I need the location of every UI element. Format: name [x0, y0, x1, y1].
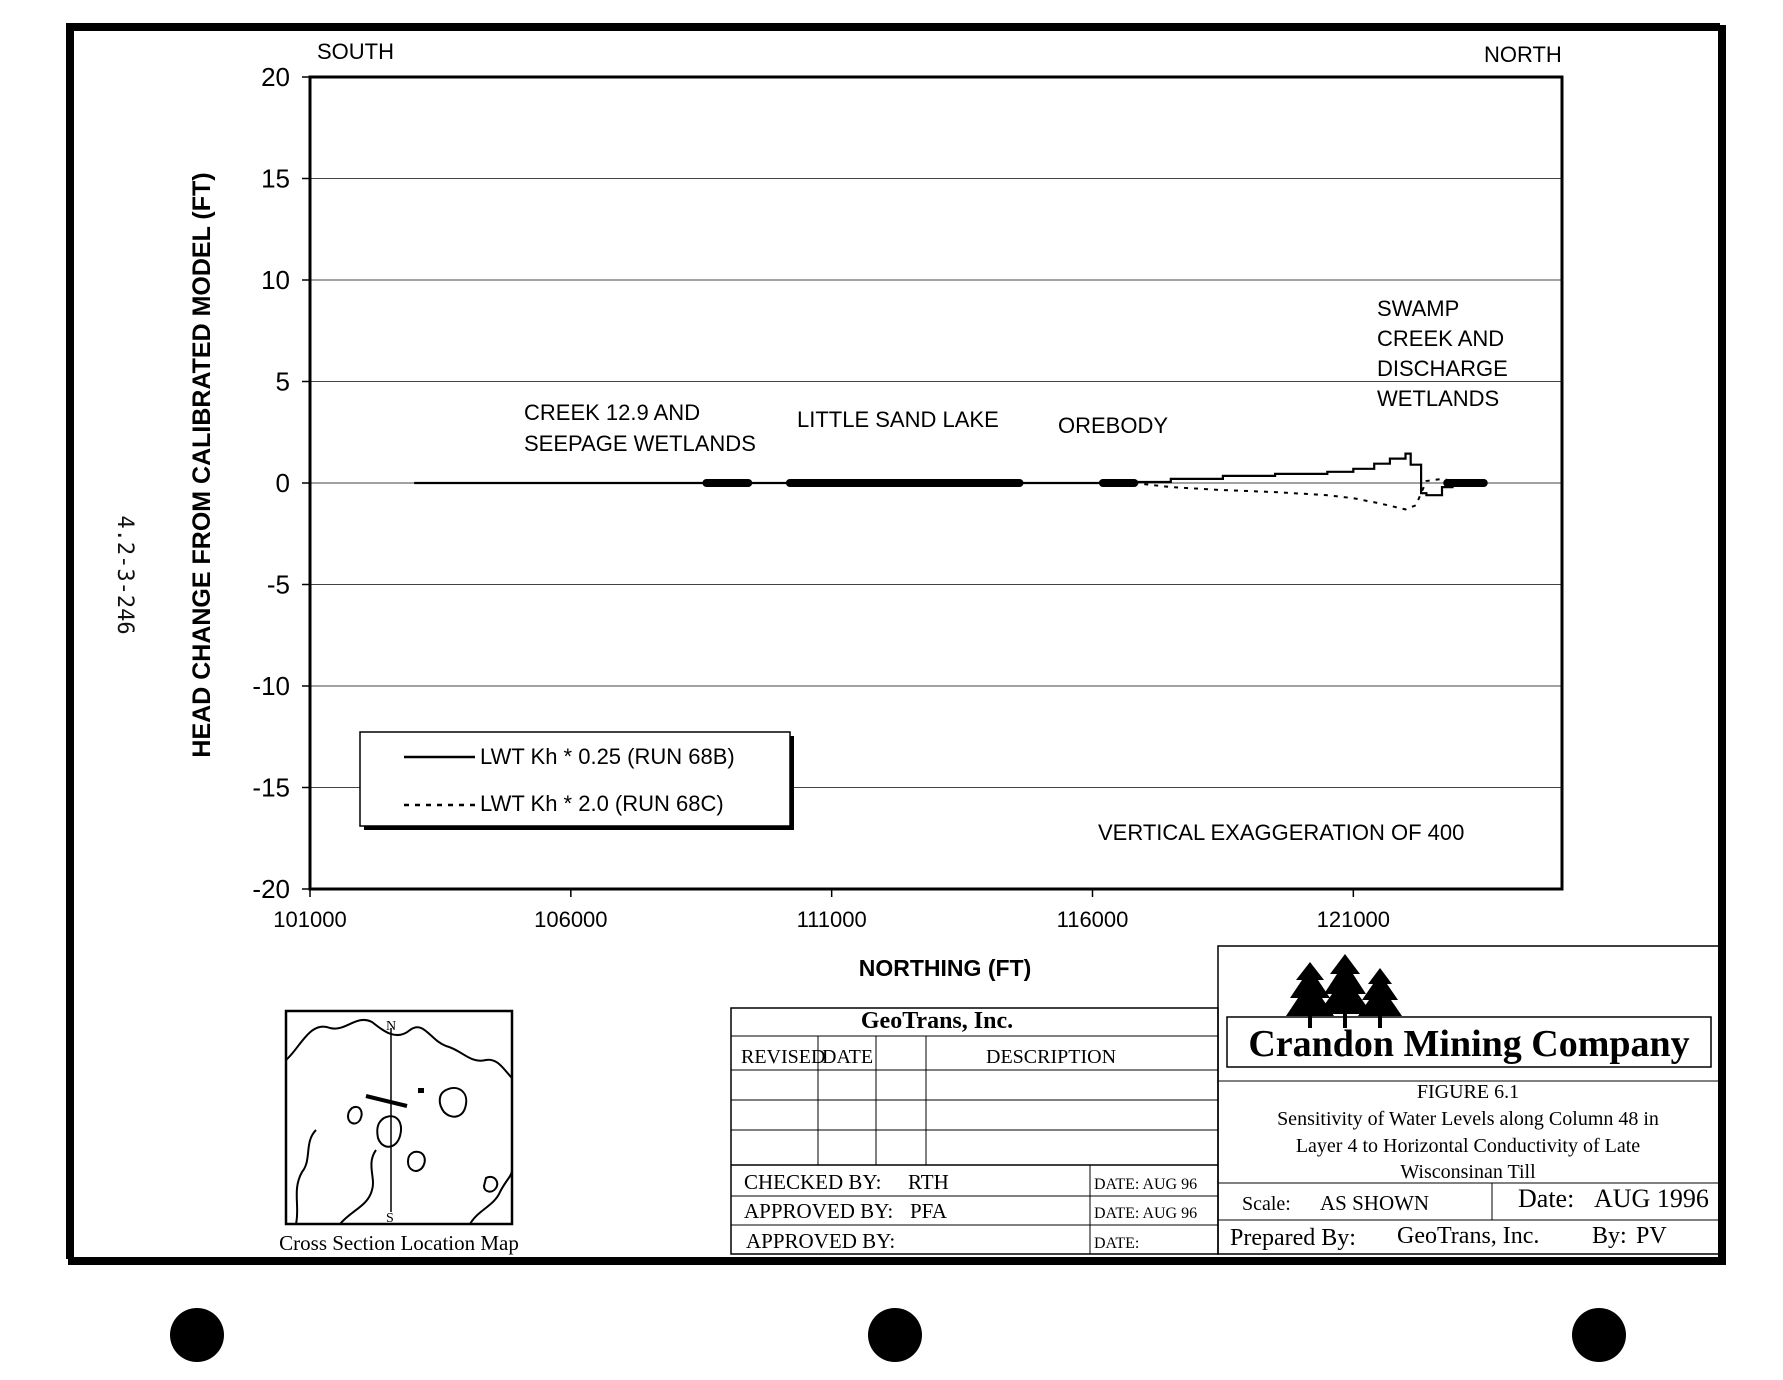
binder-hole-center — [868, 1308, 922, 1362]
approved-by-label-1: APPROVED BY: — [744, 1199, 894, 1223]
map-caption: Cross Section Location Map — [279, 1231, 519, 1255]
location-map — [279, 1011, 519, 1255]
x-tick-label: 116000 — [1056, 907, 1129, 932]
chart-legend — [360, 732, 794, 830]
map-north-label: N — [386, 1019, 397, 1034]
x-tick-label: 121000 — [1316, 907, 1391, 932]
y-tick-label: -5 — [266, 569, 290, 600]
legend-label-run-68b: LWT Kh * 0.25 (RUN 68B) — [480, 744, 735, 769]
prepared-by-value: GeoTrans, Inc. — [1397, 1223, 1540, 1249]
figure-number: FIGURE 6.1 — [1416, 1081, 1520, 1103]
annotation-orebody: OREBODY — [1058, 413, 1169, 438]
south-label: SOUTH — [317, 39, 394, 64]
y-tick-label: 20 — [261, 62, 290, 92]
y-tick-label: -20 — [252, 874, 290, 904]
date-label: Date: — [1518, 1184, 1575, 1213]
approved-date-1: DATE: AUG 96 — [1094, 1205, 1198, 1222]
binder-hole-right — [1572, 1308, 1626, 1362]
header-revised: REVISED — [741, 1046, 826, 1068]
checked-by-value: RTH — [908, 1170, 949, 1194]
annotation-swamp-creek: SWAMP CREEK AND DISCHARGE WETLANDS — [1377, 296, 1508, 411]
y-tick-label: 5 — [275, 366, 290, 397]
y-axis-title: HEAD CHANGE FROM CALIBRATED MODEL (FT) — [188, 172, 216, 758]
approved-date-2: DATE: — [1094, 1235, 1140, 1252]
checked-by-label: CHECKED BY: — [744, 1170, 882, 1194]
location-map-frame — [286, 1011, 512, 1224]
map-site-marker — [418, 1088, 424, 1093]
figure-caption-line-3: Wisconsinan Till — [1400, 1161, 1536, 1183]
x-axis-title: NORTHING (FT) — [858, 955, 1032, 981]
scale-label: Scale: — [1242, 1193, 1291, 1215]
map-south-label: S — [386, 1211, 394, 1226]
series-line — [414, 454, 1484, 496]
x-tick-labels — [273, 889, 1390, 932]
date-value: AUG 1996 — [1594, 1184, 1709, 1213]
scale-value: AS SHOWN — [1320, 1191, 1430, 1215]
annotation-vertical-exaggeration: VERTICAL EXAGGERATION OF 400 — [1098, 820, 1465, 845]
client-title-block — [1218, 946, 1719, 1254]
client-name: Crandon Mining Company — [1248, 1023, 1690, 1065]
preparer-company: GeoTrans, Inc. — [860, 1008, 1014, 1034]
y-tick-label: -15 — [252, 772, 290, 803]
header-date: DATE — [822, 1046, 874, 1068]
chart-series — [414, 454, 1484, 510]
x-tick-label: 106000 — [534, 907, 608, 932]
binder-hole-left — [170, 1308, 224, 1362]
y-tick-label: 15 — [261, 163, 290, 194]
head-change-chart — [188, 39, 1562, 981]
by-label: By: — [1592, 1223, 1627, 1249]
prepared-by-label: Prepared By: — [1230, 1225, 1356, 1251]
checked-date: DATE: AUG 96 — [1094, 1176, 1198, 1193]
x-tick-label: 101000 — [273, 907, 347, 932]
by-value: PV — [1636, 1223, 1667, 1249]
y-tick-label: 0 — [275, 468, 290, 498]
annotation-creek-wetlands: CREEK 12.9 AND SEEPAGE WETLANDS — [524, 400, 756, 456]
y-tick-label: -10 — [252, 671, 290, 701]
approved-by-value-1: PFA — [910, 1199, 947, 1223]
north-label: NORTH — [1484, 42, 1562, 67]
approved-by-label-2: APPROVED BY: — [746, 1229, 896, 1253]
x-tick-label: 111000 — [796, 907, 867, 932]
annotation-little-sand-lake: LITTLE SAND LAKE — [797, 407, 999, 432]
legend-label-run-68c: LWT Kh * 2.0 (RUN 68C) — [480, 791, 724, 816]
revision-panel — [731, 1008, 1218, 1254]
series-run-68b — [414, 454, 1484, 496]
header-description: DESCRIPTION — [986, 1046, 1117, 1068]
figure-caption-line-2: Layer 4 to Horizontal Conductivity of Late — [1295, 1135, 1641, 1157]
figure-caption-line-1: Sensitivity of Water Levels along Column 48 in — [1277, 1108, 1659, 1130]
y-tick-label: 10 — [261, 265, 290, 295]
page-number: 4.2-3-246 — [112, 515, 137, 635]
y-tick-labels — [252, 62, 310, 904]
